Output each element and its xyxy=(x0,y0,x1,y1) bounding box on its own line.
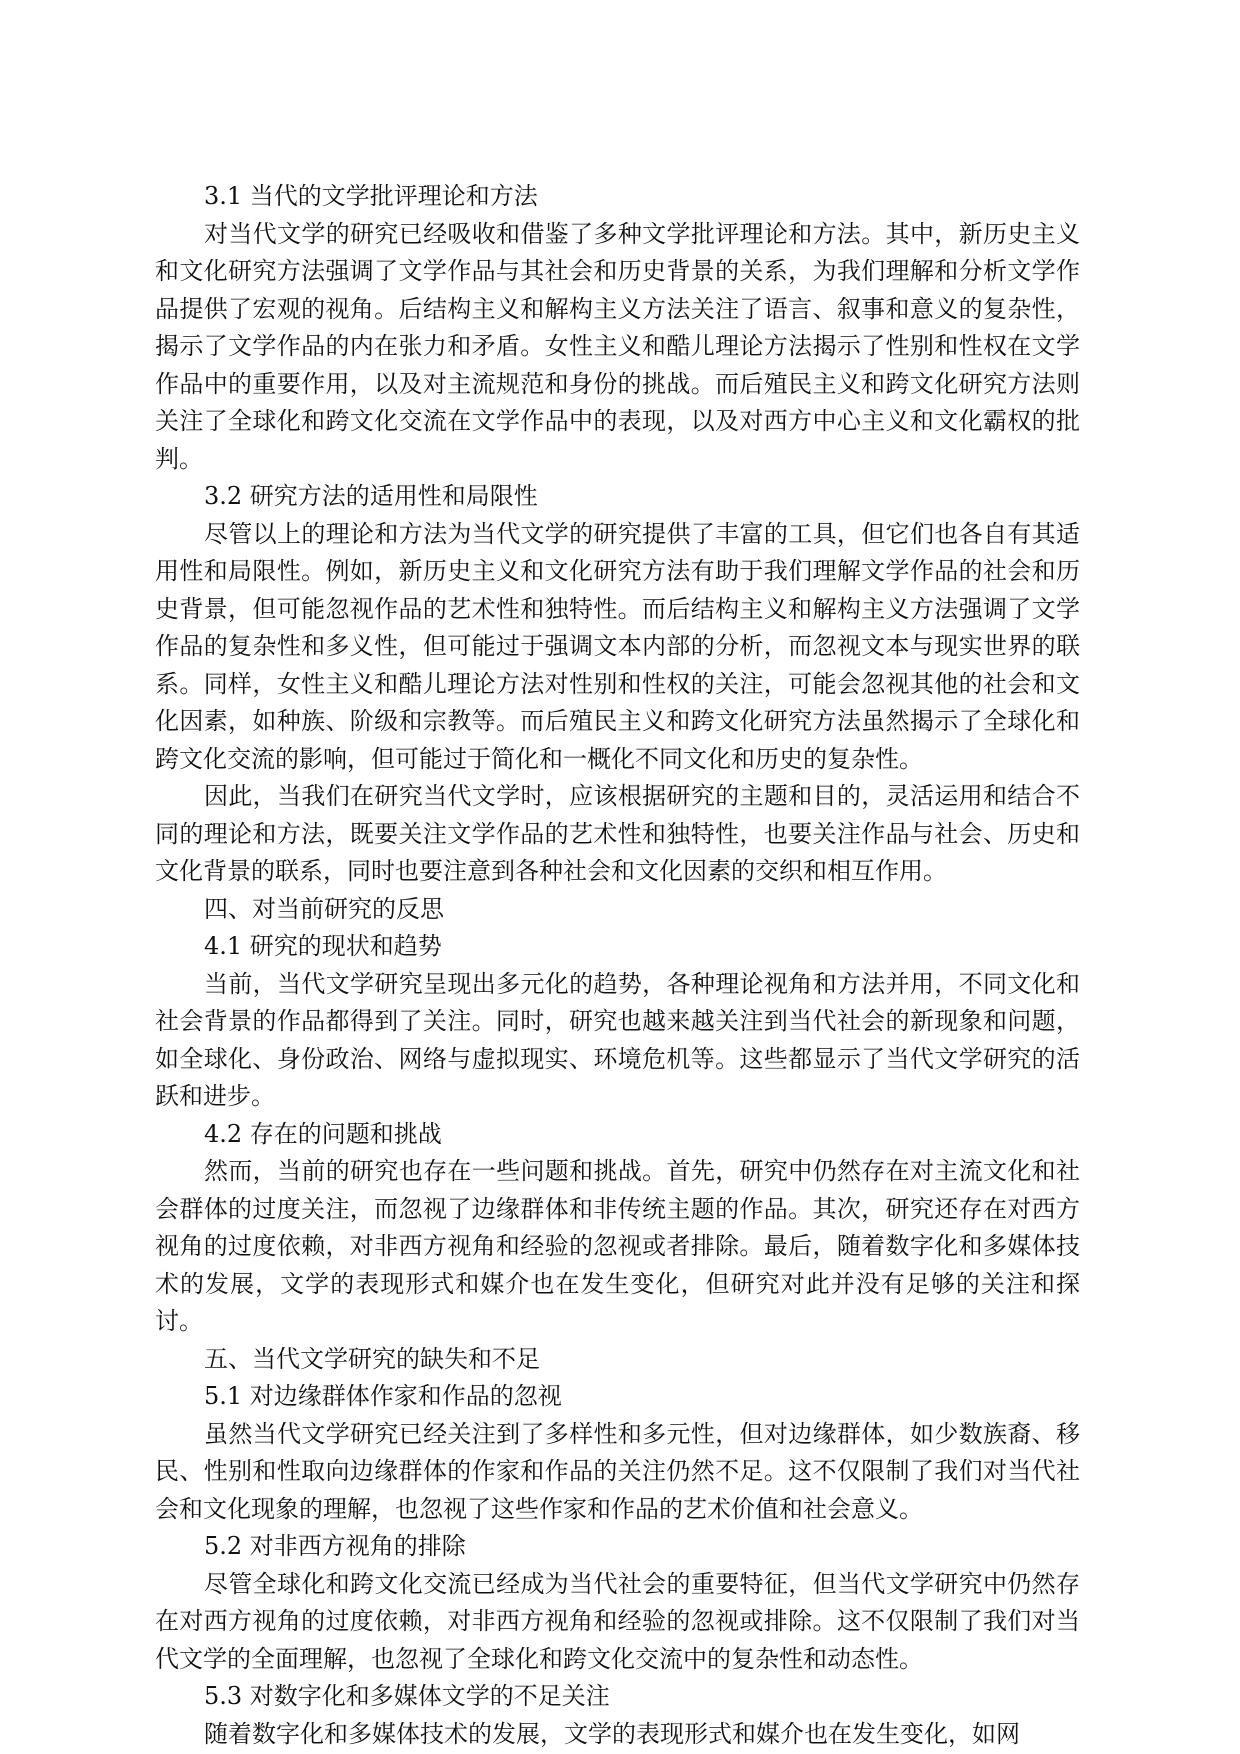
section-heading-3-1 xyxy=(155,178,1080,216)
section-heading-4-2 xyxy=(155,1116,1080,1154)
chapter-heading-4 xyxy=(155,891,1080,929)
paragraph-text: 当前，当代文学研究呈现出多元化的趋势，各种理论视角和方法并用，不同文化和社会背景的作品都得到了关注。同时，研究也越来越关注到当代社会的新现象和问题，如全球化、身份政治、网络与虚拟现实、环境危机等。这些都显示了当代文学研究的活跃和进步。 xyxy=(155,969,1080,1110)
paragraph-text: 尽管以上的理论和方法为当代文学的研究提供了丰富的工具，但它们也各自有其适用性和局限性。例如，新历史主义和文化研究方法有助于我们理解文学作品的社会和历史背景，但可能忽视作品的艺术性和独特性。而后结构主义和解构主义方法强调了文学作品的复杂性和多义性，但可能过于强调文本内部的分析，而忽视文本与现实世界的联系。同样，女性主义和酷儿理论方法对性别和性权的关注，可能会忽视其他的社会和文化因素，如种族、阶级和宗教等。而后殖民主义和跨文化研究方法虽然揭示了全球化和跨文化交流的影响，但可能过于简化和一概化不同文化和历史的复杂性。 xyxy=(155,519,1080,773)
paragraph-5-2 xyxy=(155,1566,1080,1679)
paragraph-3-2-a xyxy=(155,516,1080,779)
heading-text: 5.1 对边缘群体作家和作品的忽视 xyxy=(204,1382,562,1410)
paragraph-3-2-b xyxy=(155,778,1080,891)
section-heading-3-2 xyxy=(155,478,1080,516)
heading-text: 3.1 当代的文学批评理论和方法 xyxy=(204,182,538,210)
section-heading-5-2 xyxy=(155,1528,1080,1566)
heading-text: 5.3 对数字化和多媒体文学的不足关注 xyxy=(204,1682,610,1710)
section-heading-5-3 xyxy=(155,1678,1080,1716)
paragraph-5-1 xyxy=(155,1416,1080,1529)
paragraph-text: 虽然当代文学研究已经关注到了多样性和多元性，但对边缘群体，如少数族裔、移民、性别和性取向边缘群体的作家和作品的关注仍然不足。这不仅限制了我们对当代社会和文化现象的理解，也忽视了这些作家和作品的艺术价值和社会意义。 xyxy=(155,1419,1080,1523)
heading-text: 五、当代文学研究的缺失和不足 xyxy=(204,1344,540,1373)
heading-text: 3.2 研究方法的适用性和局限性 xyxy=(204,482,538,510)
paragraph-text: 然而，当前的研究也存在一些问题和挑战。首先，研究中仍然存在对主流文化和社会群体的过度关注，而忽视了边缘群体和非传统主题的作品。其次，研究还存在对西方视角的过度依赖，对非西方视角和经验的忽视或者排除。最后，随着数字化和多媒体技术的发展，文学的表现形式和媒介也在发生变化，但研究对此并没有足够的关注和探讨。 xyxy=(155,1157,1080,1335)
heading-text: 4.1 研究的现状和趋势 xyxy=(204,932,442,960)
paragraph-text: 因此，当我们在研究当代文学时，应该根据研究的主题和目的，灵活运用和结合不同的理论和方法，既要关注文学作品的艺术性和独特性，也要关注作品与社会、历史和文化背景的联系，同时也要注意到各种社会和文化因素的交织和相互作用。 xyxy=(155,782,1080,885)
document-body xyxy=(155,178,1080,1753)
paragraph-4-1 xyxy=(155,966,1080,1116)
chapter-heading-5 xyxy=(155,1341,1080,1379)
heading-text: 5.2 对非西方视角的排除 xyxy=(204,1532,466,1560)
paragraph-text: 对当代文学的研究已经吸收和借鉴了多种文学批评理论和方法。其中，新历史主义和文化研究方法强调了文学作品与其社会和历史背景的关系，为我们理解和分析文学作品提供了宏观的视角。后结构主义和解构主义方法关注了语言、叙事和意义的复杂性，揭示了文学作品的内在张力和矛盾。女性主义和酷儿理论方法揭示了性别和性权在文学作品中的重要作用，以及对主流规范和身份的挑战。而后殖民主义和跨文化研究方法则关注了全球化和跨文化交流在文学作品中的表现，以及对西方中心主义和文化霸权的批判。 xyxy=(155,219,1080,473)
paragraph-text: 随着数字化和多媒体技术的发展，文学的表现形式和媒介也在发生变化，如网 xyxy=(204,1719,1020,1748)
paragraph-3-1 xyxy=(155,216,1080,479)
paragraph-text: 尽管全球化和跨文化交流已经成为当代社会的重要特征，但当代文学研究中仍然存在对西方视角的过度依赖，对非西方视角和经验的忽视或排除。这不仅限制了我们对当代文学的全面理解，也忽视了全球化和跨文化交流中的复杂性和动态性。 xyxy=(155,1569,1080,1673)
paragraph-4-2 xyxy=(155,1153,1080,1341)
section-heading-4-1 xyxy=(155,928,1080,966)
section-heading-5-1 xyxy=(155,1378,1080,1416)
heading-text: 4.2 存在的问题和挑战 xyxy=(204,1119,442,1148)
heading-text: 四、对当前研究的反思 xyxy=(204,894,444,923)
paragraph-5-3 xyxy=(155,1716,1080,1754)
